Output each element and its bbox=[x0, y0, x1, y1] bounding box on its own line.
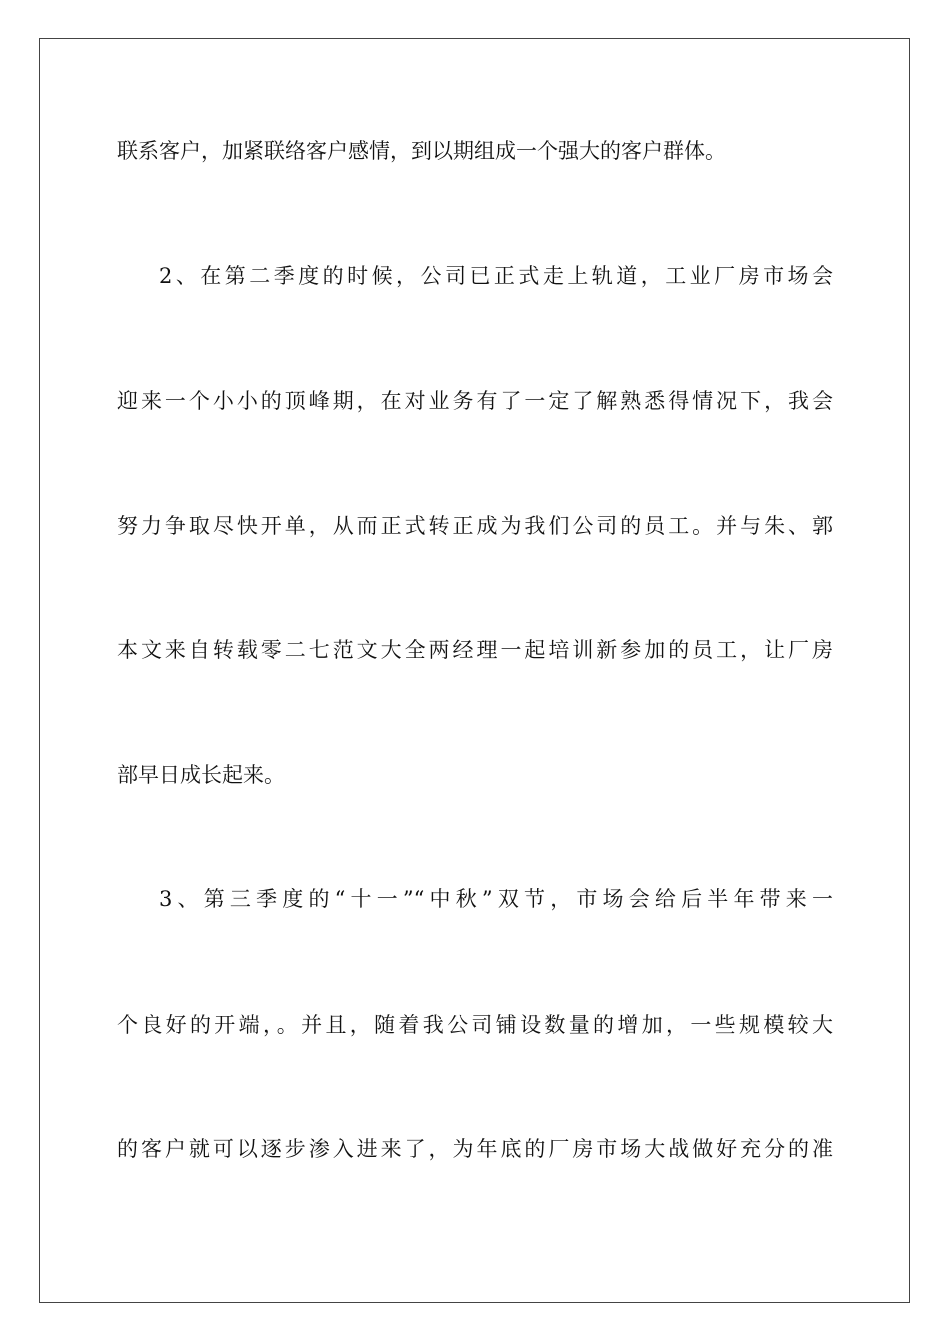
page-border bbox=[39, 38, 910, 1303]
text-line: 的客户就可以逐步渗入进来了，为年底的厂房市场大战做好充分的准 bbox=[117, 1137, 833, 1161]
text-line bbox=[117, 261, 833, 291]
text-line: 联系客户，加紧联络客户感情，到以期组成一个强大的客户群体。 bbox=[117, 139, 726, 163]
text-line: 个良好的开端，。并且，随着我公司铺设数量的增加，一些规模较大 bbox=[117, 1013, 833, 1037]
text-line bbox=[117, 884, 833, 914]
text-line-content: 3、第三季度的“十一”“中秋”双节，市场会给后半年带来一 bbox=[159, 887, 833, 911]
text-line: 部早日成长起来。 bbox=[117, 763, 285, 787]
text-line: 本文来自转载零二七范文大全两经理一起培训新参加的员工，让厂房 bbox=[117, 638, 833, 662]
text-line: 迎来一个小小的顶峰期，在对业务有了一定了解熟悉得情况下，我会 bbox=[117, 389, 833, 413]
text-line: 努力争取尽快开单，从而正式转正成为我们公司的员工。并与朱、郭 bbox=[117, 514, 833, 538]
text-line-content: 2、在第二季度的时候，公司已正式走上轨道，工业厂房市场会 bbox=[159, 264, 833, 288]
